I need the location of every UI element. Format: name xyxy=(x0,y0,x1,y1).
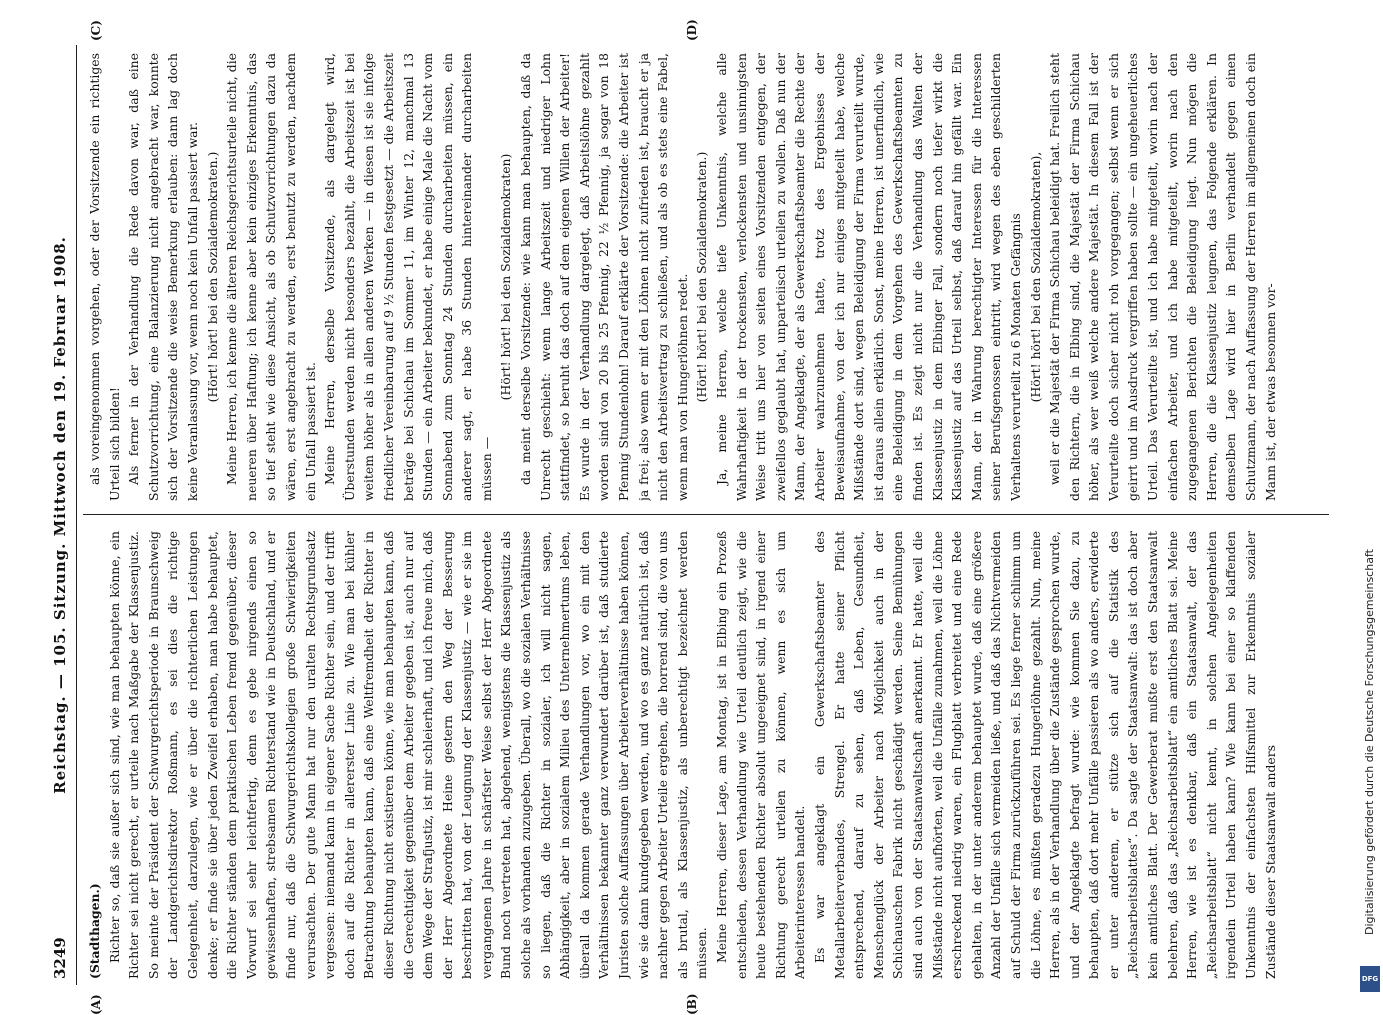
right-paragraph: Meine Herren, ich kenne die älteren Reichsgerichtsurteile nicht, die neueren über Haftung; ich kenne aber kein einziges Erkenntnis, das so tief steht wie diese Ansicht, als ob Schutzvorrichtungen dazu da wären, erst angebracht zu werden, erst benutzt zu werden, nachdem ein Unfall passiert ist. xyxy=(222,53,320,501)
page-number: 3249 xyxy=(51,937,69,979)
right-paragraph: als voreingenommen vorgehen, oder der Vorsitzende ein richtiges Urteil sich bilden! xyxy=(85,53,124,501)
dfg-logo: DFG xyxy=(1360,966,1380,992)
left-paragraph: Richter so, daß sie außer sich sind, wie man behaupten könne, ein Richter sei nicht gerecht, er urteile nach Maßgabe der Klassenjustiz. So meinte der Präsident der Schwurgerichtsperiode in Braunschweig der Landgerichtsdirektor Roßmann, es sei dies die richtige Gelegenheit, darzulegen, wie er über die richterlichen Leistungen denke; er finde sie über jeden Zweifel erhaben, man habe behauptet, die Richter ständen dem praktischen Leben fremd gegenüber, dieser Vorwurf sei sehr leichtfertig, denn es gebe nirgends einen so gewissenhaften, strebsamen Richterstand wie in Deutschland, und er finde nur, daß die Schwurgerichtskollegien große Schwierigkeiten verursachten. Der gute Mann hat nur den uralten Rechtsgrundsatz vergessen: niemand kann in eigener Sache Richter sein, und der trifft doch auf die Richter in allererster Linie zu. Wie man bei kühler Betrachtung behaupten kann, daß eine Weltfremdheit der Richter in dieser Richtung nicht existieren könne, wie man behaupten kann, daß die Gerechtigkeit gegenüber dem Arbeiter gegeben ist, auch nur auf dem Wege der Strafjustiz, ist mir schleierhaft, und ich freue mich, daß der Herr Abgeordnete Heine gestern den Weg der Besserung beschritten hat, von der Leugnung der Klassenjustiz — wie er sie im vergangenen Jahre in schärfster Weise selbst der Herr Abgeordnete Bund noch vertreten hat, abgehend, wenigstens die Klassenjustiz als solche als vorhanden zuzugeben. Überall, wo die sozialen Verhältnisse so liegen, daß die Richter in sozialer, ich will nicht sagen, Abhängigkeit, aber in sozialem Milieu des Unternehmertums leben, überall da kommen gerade Verhandlungen vor, wo ein mit den Verhältnissen bekannter ganz verwundert darüber ist, daß studierte Juristen solche Auffassungen über Arbeiterverhältnisse haben können, wie sie dann kundgegeben werden, und wo es ganz natürlich ist, daß nachher gegen Arbeiter Urteile ergehen, die horrend sind, die von uns als brutal, als Klassenjustiz, als unberechtigt bezeichnet werden müssen. xyxy=(105,531,712,979)
margin-marker-a: (A) xyxy=(89,994,103,1015)
credit-text: Digitalisierung gefördert durch die Deutsche Forschungsgemeinschaft xyxy=(1363,549,1376,935)
column-divider xyxy=(83,514,1329,515)
digitization-credit xyxy=(1357,0,1383,1000)
margin-marker-b: (B) xyxy=(685,994,699,1015)
speaker-tag: (Stadthagen.) xyxy=(85,531,105,979)
interjection: (Hört! hört! bei den Sozialdemokraten.) xyxy=(692,53,712,501)
interjection: (Hört! hört! bei den Sozialdemokraten), xyxy=(1026,53,1046,501)
right-paragraph: weil er die Majestät der Firma Schichau beleidigt hat. Freilich steht den Richtern, die in Elbing sind, die Majestät der Firma Schichau höher, als wer weiß welche andere Majestät. In diesem Fall ist der Verurteilte doch sicher nicht roh vorgegangen; selbst wenn er sich geirrt und im Ausdruck vergriffen haben sollte — ein ungeheuerliches Urteil. Das Verurteilte ist, und ich habe mitgeteilt, worin nach der einfachen Arbeiter, und ich habe mitgeteilt, worin nach den zugegangenen Berichten die Beleidigung liegt. Nun mögen die Herren, die die Klassenjustiz leugnen, das Folgende erklären. In demselben Lage wird hier in Berlin verhandelt gegen einen Schutzmann, der nach Auffassung der Herren im allgemeinen doch ein Mann ist, der etwas besonnen vor- xyxy=(1045,53,1280,501)
right-paragraph: Meine Herren, derselbe Vorsitzende, als dargelegt wird, Überstunden werden nicht besonders bezahlt, die Arbeitszeit ist bei weitem höher als in allen anderen Werken — in diesen ist sie infolge friedlicher Vereinbarung auf 9 ½ Stunden festgesetzt — die Arbeitszeit beträge bei Schichau im Sommer 11, im Winter 12, manchmal 13 Stunden — ein Arbeiter bekundet, er habe einige Male die Nacht vom Sonnabend zum Sonntag 24 Stunden durcharbeiten müssen, ein anderer sagt, er habe 36 Stunden hintereinander durcharbeiten müssen — xyxy=(320,53,496,501)
right-column xyxy=(85,53,1329,501)
interjection: (Hört! hört! bei den Sozialdemokraten.) xyxy=(203,53,223,501)
page-header xyxy=(45,45,77,985)
interjection: (Hört! hört! bei den Sozialdemokraten) xyxy=(496,53,516,501)
left-paragraph: Meine Herren, dieser Lage, am Montag, ist in Elbing ein Prozeß entschieden, dessen Verhandlung wie Urteil deutlich zeigt, wie die heute bestehenden Richter absolut ungeeignet sind, in irgend einer Richtung gerecht urteilen zu können, wenn es sich um Arbeiterinteressen handelt. xyxy=(712,531,810,979)
right-paragraph: Als ferner in der Verhandlung die Rede davon war, daß eine Schutzvorrichtung, eine Balanzierung nicht angebracht war, konnte sich der Vorsitzende die weise Bemerkung erlauben: dann lag doch keine Veranlassung vor, wenn noch kein Unfall passiert war. xyxy=(124,53,202,501)
document-page xyxy=(45,45,1335,985)
running-title: Reichstag. — 105. Sitzung. Mittwoch den 19. Februar 1908. xyxy=(51,105,69,925)
left-paragraph: Es war angeklagt ein Gewerkschaftsbeamter des Metallarbeiterverbandes, Strengel. Er hatte seiner Pflicht entsprechend, darauf zu sehen, daß Leben, Gesundheit, Menschenglück der Arbeiter nach Möglichkeit auch in der Schichauschen Fabrik nicht geschädigt werden. Seine Bemühungen sind auch von der Staatsanwaltschaft anerkannt. Er hatte, weil die Mißstände nicht aufhörten, weil die Unfälle zunahmen, weil die Löhne erschreckend niedrig waren, ein Flugblatt verbreitet und eine Rede gehalten, in der unter anderem behauptet wurde, daß eine größere Anzahl der Unfälle sich vermeiden ließe, und daß das Nichtvermeiden auf Schuld der Firma zurückzuführen sei. Es liege ferner schlimm um die Löhne, es müßten geradezu Hungerlöhne gezahlt. Nun, meine Herren, als in der Verhandlung über die Zustände gesprochen wurde, und der Angeklagte befragt wurde: wie kommen Sie dazu, zu behaupten, daß dort mehr Unfälle passieren als wo anders, erwiderte er unter anderem, er stütze sich auf die Statistik des „Reichsarbeitsblattes“. Da sagte der Staatsanwalt: das ist doch aber kein amtliches Blatt. Der Gewerberat mußte erst den Staatsanwalt belehren, daß das „Reichsarbeitsblatt“ ein amtliches Blatt sei. Meine Herren, wie ist es denkbar, daß ein Staatsanwalt, der das „Reichsarbeitsblatt“ nicht kennt, in solchen Angelegenheiten irgendein Urteil haben kann? Wie kann bei einer so klaffenden Unkenntnis der einfachsten Hilfsmittel zur Erkenntnis sozialer Zustände dieser Staatsanwalt anders xyxy=(810,531,1280,979)
margin-marker-c: (C) xyxy=(89,20,103,41)
margin-marker-d: (D) xyxy=(685,19,699,41)
right-paragraph: Ja, meine Herren, welche tiefe Unkenntnis, welche alle Wahrhaftigkeit in der trockensten, verlockensten und unsinnigsten Weise tritt uns hier von seiten eines Vorsitzenden entgegen, der zweifellos geglaubt hat, unparteiisch urteilen zu wollen. Daß nun der Mann, der Angeklagte, der als Gewerkschaftsbeamter die Rechte der Arbeiter wahrzunehmen hatte, trotz des Ergebnisses der Beweisaufnahme, von der ich nur einiges mitgeteilt habe, welche Mißstände dort sind, wegen Beleidigung der Firma verurteilt wurde, ist daraus allein erklärlich. Sonst, meine Herren, ist unerfindlich, wie eine Beleidigung in dem Vorgehen des Gewerkschaftsbeamten zu finden ist. Es zeigt nicht nur die Verhandlung das Walten der Klassenjustiz in dem Elbinger Fall, sondern noch tiefer wirkt die Klassenjustiz auf das Urteil selbst, daß darauf hin gefällt war. Ein Mann, der in Wahrung berechtigter Interessen für die Interessen seiner Berufsgenossen eintritt, wird wegen des eben geschilderten Verhaltens verurteilt zu 6 Monaten Gefängnis xyxy=(712,53,1026,501)
header-rule xyxy=(76,45,77,985)
left-column xyxy=(85,531,1329,979)
right-paragraph: da meint derselbe Vorsitzende: wie kann man behaupten, daß da Unrecht geschieht: wenn lange Arbeitszeit und niedriger Lohn stattfindet, so beruht das doch auf dem eigenen Willen der Arbeiter! Es wurde in der Verhandlung dargelegt, daß Arbeitslöhne gezahlt worden sind von 20 bis 25 Pfennig, 22 ½ Pfennig, ja sogar von 18 Pfennig Stundenlohn! Darauf erklärte der Vorsitzende: die Arbeiter ist ja frei; also wenn er mit den Löhnen nicht zufrieden ist, braucht er ja nicht den Arbeitsvertrag zu schließen, und als ob es stets eine Fabel, wenn man von Hungerlöhnen redet. xyxy=(516,53,692,501)
